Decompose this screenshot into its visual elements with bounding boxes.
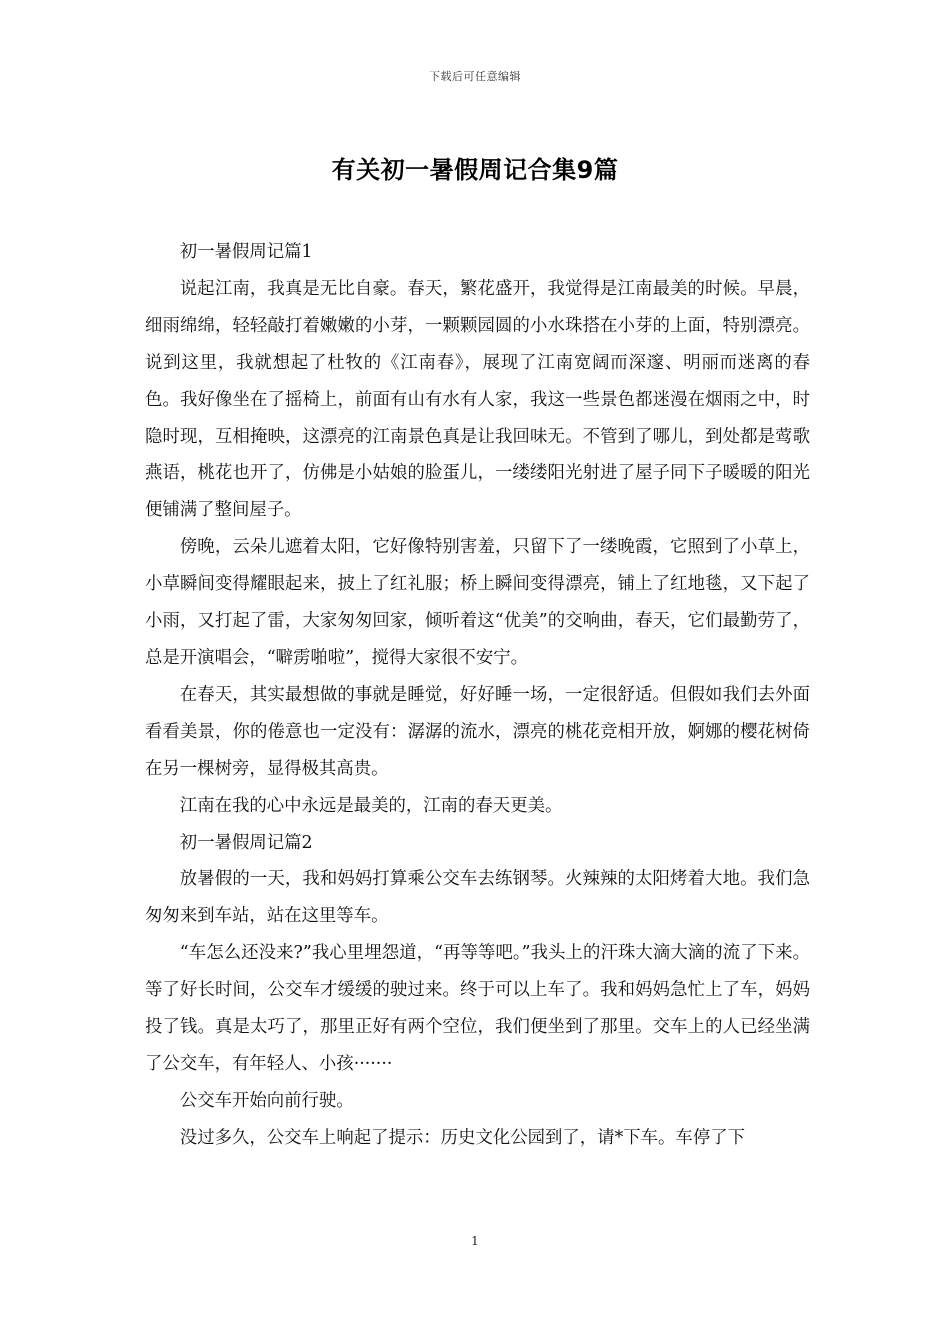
section-heading: 初一暑假周记篇1: [179, 242, 313, 262]
document-title: 有关初一暑假周记合集9篇: [331, 156, 619, 184]
paragraph: “车怎么还没来?”我心里埋怨道，“再等等吧。”我头上的汗珠大滴大滴的流了下来。等了好长时间，公交车才缓缓的驶过来。终于可以上车了。我和妈妈急忙上了车，妈妈投了钱。真是太巧了，那里正好有两个空位，我们便坐到了那里。交车上的人已经坐满了公交车，有年轻人、小孩·······: [145, 943, 810, 1074]
paragraph: 说起江南，我真是无比自豪。春天，繁花盛开，我觉得是江南最美的时候。早晨，细雨绵绵，轻轻敲打着嫩嫩的小芽，一颗颗园圆的小水珠搭在小芽的上面，特别漂亮。说到这里，我就想起了杜牧的《江南春》，展现了江南宽阔而深邃、明丽而迷离的春色。我好像坐在了摇椅上，前面有山有水有人家，我这一些景色都迷漫在烟雨之中，时隐时现，互相掩映，这漂亮的江南景色真是让我回味无。不管到了哪儿，到处都是莺歌燕语，桃花也开了，仿佛是小姑娘的脸蛋儿，一缕缕阳光射进了屋子同下子暖暖的阳光便铺满了整间屋子。: [145, 278, 810, 521]
paragraph: 公交车开始向前行驶。: [179, 1090, 354, 1111]
paragraph: 江南在我的心中永远是最美的，江南的春天更美。: [179, 795, 563, 816]
section-heading: 初一暑假周记篇2: [179, 832, 313, 853]
page-header-note: 下载后可任意编辑: [429, 70, 521, 83]
paragraph: 傍晚，云朵儿遮着太阳，它好像特别害羞，只留下了一缕晚霞，它照到了小草上，小草瞬间变得耀眼起来，披上了红礼服；桥上瞬间变得漂亮，铺上了红地毯，又下起了小雨，又打起了雷，大家匆匆回家，倾听着这“优美”的交响曲，春天，它们最勤劳了，总是开演唱会，“噼雳啪啦”，搅得大家很不安宁。: [145, 537, 810, 668]
paragraph: 在春天，其实最想做的事就是睡觉，好好睡一场，一定很舒适。但假如我们去外面看看美景，你的倦意也一定没有：潺潺的流水，漂亮的桃花竞相开放，婀娜的樱花树倚在另一棵树旁，显得极其高贵。: [145, 684, 810, 779]
document-body: [145, 234, 810, 1157]
paragraph: 放暑假的一天，我和妈妈打算乘公交车去练钢琴。火辣辣的太阳烤着大地。我们急匆匆来到车站，站在这里等车。: [145, 869, 810, 927]
page-number: 1: [471, 1234, 479, 1248]
paragraph: 没过多久，公交车上响起了提示：历史文化公园到了，请*下车。车停了下: [179, 1127, 745, 1148]
